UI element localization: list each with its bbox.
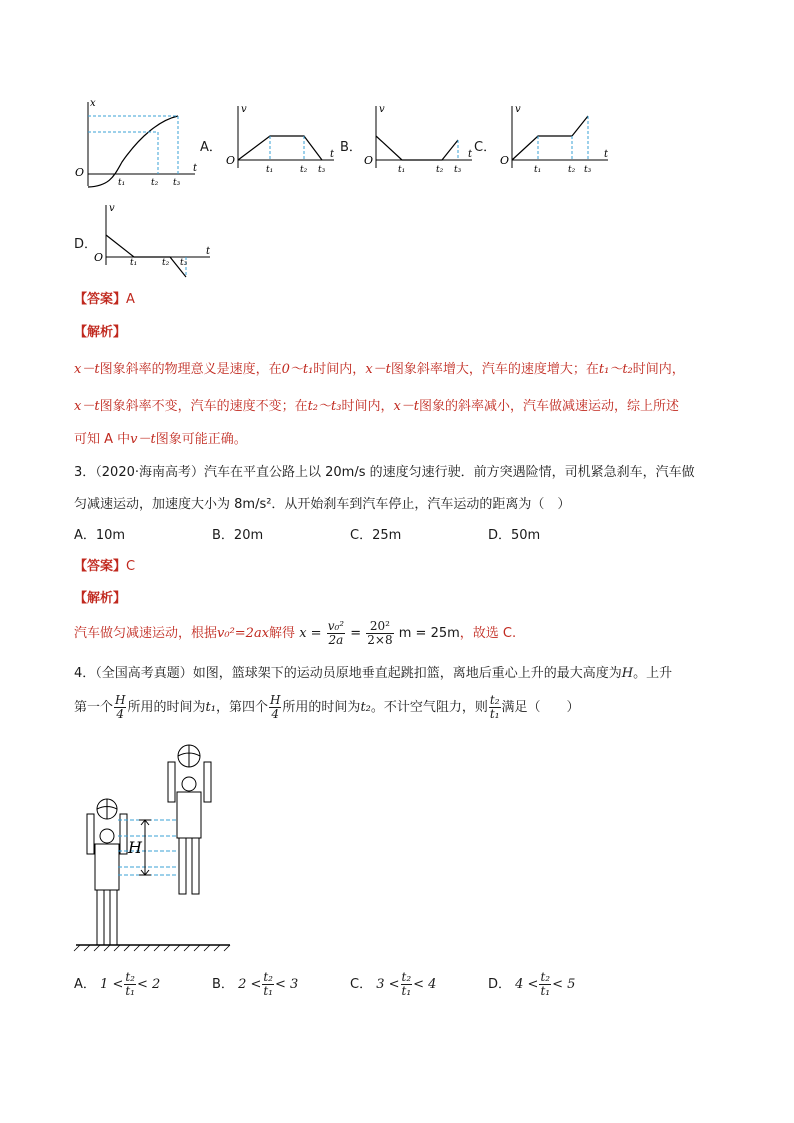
text: 。上升 (633, 666, 673, 681)
tick-t3: t₃ (318, 165, 326, 175)
axis-label-t: t (468, 149, 473, 160)
q3-option-a: A．10m (74, 528, 126, 543)
text: 时间内， (341, 399, 394, 414)
math: t₂ (360, 700, 371, 715)
text: ，第四个 (215, 700, 268, 715)
text: 图象的斜率减小，汽车做减速运动，综上所述 (419, 399, 680, 414)
q3-option-d: D．50m (488, 528, 541, 543)
origin-label: O (75, 166, 85, 179)
numerator: H (115, 693, 126, 707)
text: ，故选 C. (459, 626, 517, 641)
numerator: t₂ (125, 970, 135, 984)
axis-label-v: v (515, 104, 521, 115)
answer-tag: 【答案】 (74, 292, 127, 307)
math: t₂～t₃ (307, 399, 342, 414)
option-label: A． (74, 977, 96, 992)
tick-t2: t₂ (162, 258, 170, 268)
tick-t2: t₂ (436, 165, 444, 175)
tick-t3: t₃ (173, 178, 181, 188)
tick-t1: t₁ (398, 165, 406, 175)
math: 0～t₁ (281, 362, 314, 377)
axis-label-v: v (241, 104, 247, 115)
fraction-h4 (269, 694, 281, 721)
math: 1 < (100, 977, 124, 992)
q2-analysis-line-2 (74, 398, 679, 416)
player-standing (87, 799, 127, 945)
basketball-jump-figure (70, 738, 235, 953)
q3-stem-line-1: 3．（2020·海南高考）汽车在平直公路上以 20m/s 的速度匀速行驶．前方突遇险情，司机紧急刹车，汽车做 (74, 465, 695, 480)
math: t₁～t₂ (598, 362, 633, 377)
fraction-ratio (489, 694, 501, 721)
axis-label-x: x (90, 98, 96, 109)
origin-label: O (226, 154, 236, 167)
math: v₀²=2ax (217, 626, 270, 641)
text: 4．（全国高考真题）如图，篮球架下的运动员原地垂直起跳扣篮，离地后重心上升的最大高度为 (74, 666, 622, 681)
math: x－t (365, 362, 391, 377)
text: 第一个 (74, 700, 114, 715)
axis-label-t: t (330, 149, 335, 160)
denominator: t₁ (125, 984, 135, 998)
numerator: 20² (366, 620, 393, 634)
text: 解得 (269, 626, 296, 641)
graph-option-b (360, 102, 475, 182)
axis-label-v: v (109, 203, 115, 214)
axis-label-t: t (206, 246, 211, 257)
q3-option-c: C．25m (350, 528, 402, 543)
numerator: t₂ (263, 970, 273, 984)
tick-t3: t₃ (454, 165, 462, 175)
answer-value: C (126, 559, 136, 574)
graph-x-t (70, 96, 200, 191)
q3-stem-line-2: 匀减速运动，加速度大小为 8m/s²．从开始刹车到汽车停止，汽车运动的距离为（ ） (74, 497, 571, 512)
text: 图象斜率的物理意义是速度，在 (99, 362, 282, 377)
tick-t2: t₂ (151, 178, 159, 188)
option-label: D． (488, 977, 512, 992)
fraction (366, 620, 393, 647)
ground-hatching (74, 945, 230, 951)
text: 图象可能正确。 (155, 432, 247, 447)
tick-t1: t₁ (130, 258, 138, 268)
option-d-label: D． (74, 237, 98, 252)
math: < 5 (552, 977, 576, 992)
tick-t3: t₃ (180, 258, 188, 268)
axis-label-t: t (604, 149, 609, 160)
fraction-h4 (114, 694, 126, 721)
tick-t1: t₁ (266, 165, 274, 175)
tick-t1: t₁ (534, 165, 542, 175)
height-label: H (128, 838, 142, 857)
q2-analysis-line-3 (74, 431, 247, 449)
numerator: t₂ (540, 970, 551, 984)
result: m = 25m (398, 626, 460, 641)
answer-value: A (126, 292, 135, 307)
math: x－t (74, 399, 100, 414)
text: 所用的时间为 (127, 700, 206, 715)
numerator: H (269, 693, 281, 707)
math: < 2 (136, 977, 161, 992)
math: 4 < (515, 977, 539, 992)
fraction-ratio (401, 971, 413, 998)
q4-stem-line-2 (74, 692, 580, 724)
option-b-label: B． (340, 140, 362, 155)
text: 所用的时间为 (282, 700, 361, 715)
q2-analysis-tag (74, 324, 126, 342)
fraction-ratio (262, 971, 274, 998)
origin-label: O (364, 154, 374, 167)
math: t₁ (205, 700, 216, 715)
math: 3 < (376, 977, 400, 992)
answer-tag: 【答案】 (74, 559, 127, 574)
fraction-ratio (539, 971, 551, 998)
option-c-label: C． (474, 140, 497, 155)
text: 。不计空气阻力，则 (370, 700, 488, 715)
denominator: t₁ (540, 984, 551, 998)
equals: = (350, 626, 362, 641)
fraction-ratio (124, 971, 136, 998)
denominator: t₁ (401, 984, 412, 998)
tick-t1: t₁ (118, 178, 126, 188)
analysis-tag: 【解析】 (74, 591, 127, 606)
math: H (621, 666, 634, 681)
math: x－t (393, 399, 420, 414)
option-a-label: A． (200, 140, 222, 155)
q4-stem-line-1 (74, 665, 672, 683)
math: 2 < (238, 977, 262, 992)
math: x－t (74, 362, 100, 377)
math: < 4 (413, 977, 437, 992)
numerator: v₀² (327, 619, 345, 633)
tick-t3: t₃ (584, 165, 592, 175)
text: 汽车做匀减速运动，根据 (74, 626, 218, 641)
option-label: B． (212, 977, 234, 992)
denominator: t₁ (489, 707, 500, 721)
graph-option-d (90, 201, 215, 281)
axis-label-v: v (379, 104, 385, 115)
graph-option-a (222, 102, 337, 182)
q4-option-c (350, 970, 436, 1000)
tick-t2: t₂ (568, 165, 576, 175)
origin-label: O (500, 154, 510, 167)
q4-option-d (488, 970, 575, 1000)
denominator: 4 (116, 707, 125, 721)
q3-analysis-tag (74, 590, 126, 608)
math: v－t (130, 432, 156, 447)
analysis-tag: 【解析】 (74, 325, 127, 340)
fraction (327, 620, 345, 647)
option-label: C． (350, 977, 373, 992)
origin-label: O (94, 251, 104, 264)
q3-answer (74, 558, 135, 576)
numerator: t₂ (489, 693, 500, 707)
math: < 3 (275, 977, 299, 992)
q3-option-b: B．20m (212, 528, 264, 543)
math: x = (299, 626, 322, 641)
q3-analysis-line (74, 619, 516, 649)
text: 图象斜率增大，汽车的速度增大；在 (390, 362, 599, 377)
denominator: t₁ (263, 984, 273, 998)
q4-option-a (74, 970, 160, 1000)
numerator: t₂ (401, 970, 412, 984)
axis-label-t: t (193, 163, 198, 174)
text: 满足（ ） (501, 700, 580, 715)
graph-option-c (496, 102, 611, 182)
denominator: 2a (328, 633, 344, 647)
tick-t2: t₂ (300, 165, 308, 175)
q4-option-b (212, 970, 298, 1000)
text: 可知 A 中 (74, 432, 131, 447)
text: 时间内， (632, 362, 685, 377)
denominator: 2×8 (367, 633, 393, 647)
q2-answer (74, 291, 135, 309)
q2-analysis-line-1 (74, 361, 685, 379)
text: 时间内， (313, 362, 366, 377)
denominator: 4 (271, 707, 279, 721)
text: 图象斜率不变，汽车的速度不变；在 (99, 399, 308, 414)
